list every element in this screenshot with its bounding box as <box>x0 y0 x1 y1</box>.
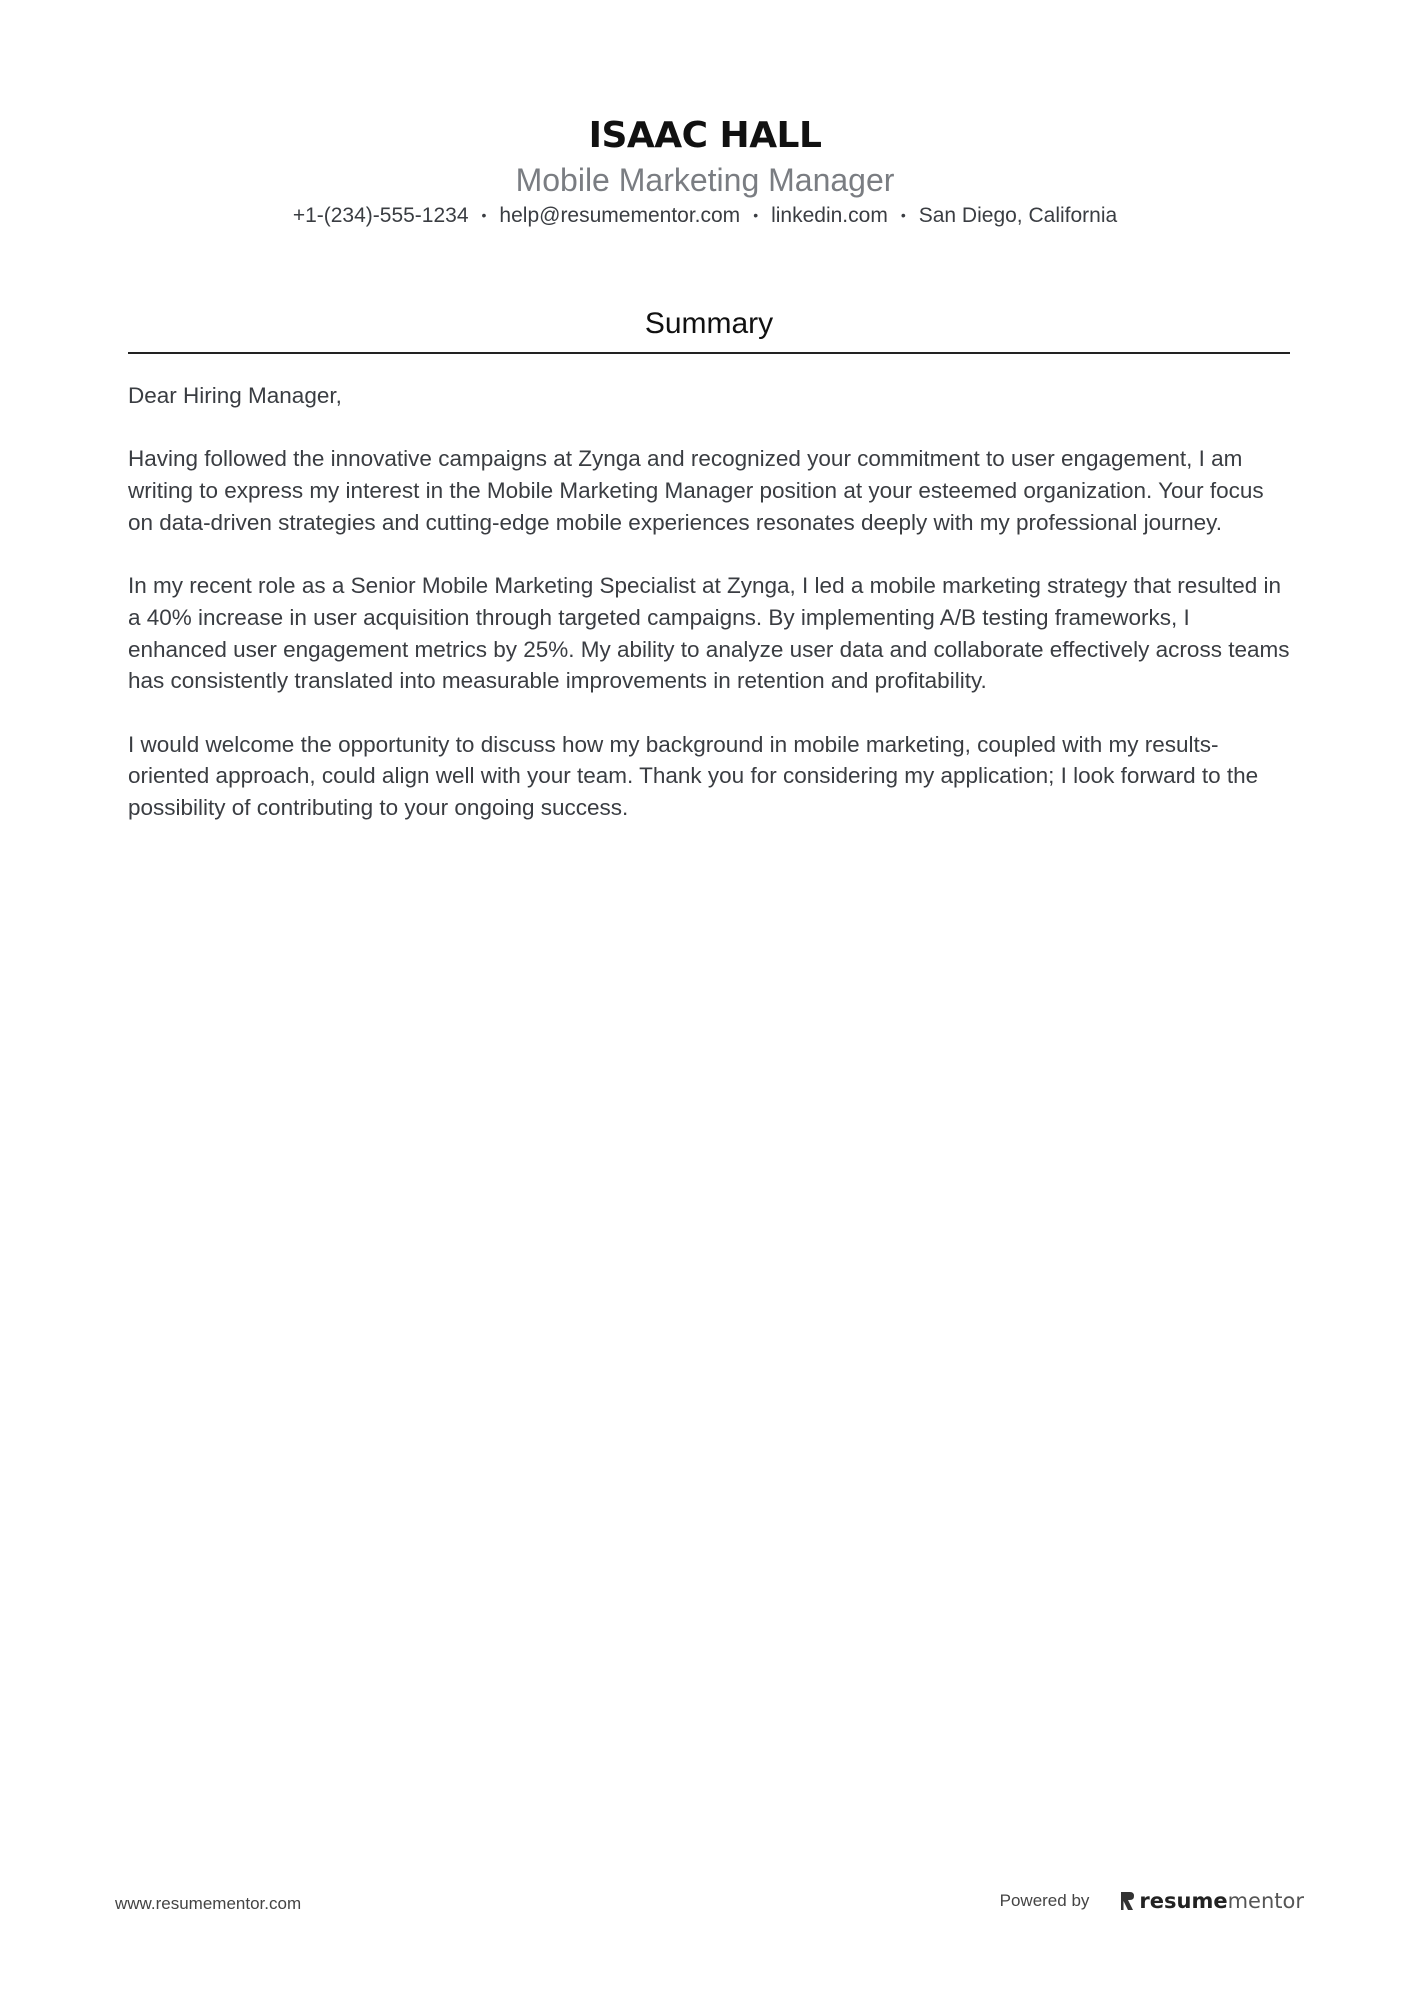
brand-name-light: mentor <box>1227 1889 1304 1913</box>
section-title-summary: Summary <box>128 304 1290 354</box>
contact-phone: +1-(234)-555-1234 <box>292 204 469 227</box>
contact-separator: • <box>481 207 487 223</box>
contact-separator: • <box>753 207 759 223</box>
letter-paragraph: Having followed the innovative campaigns at Zynga and recognized your commitment to user engagement, I am writing to express my interest in the Mobile Marketing Manager position at your esteemed organization. Your focus on data-driven strategies and cutting-edge mobile experiences resonates deeply with my professional journey. <box>128 446 1264 535</box>
letter-paragraph: I would welcome the opportunity to discuss how my background in mobile marketing, coupled with my results-oriented approach, could align well with your team. Thank you for considering my application; I look forward to the possibility of contributing to your ongoing success. <box>128 731 1259 821</box>
contact-linkedin[interactable]: linkedin.com <box>771 204 888 227</box>
resumementor-logo-icon <box>1119 1891 1135 1911</box>
resumementor-logo[interactable] <box>1119 1889 1304 1913</box>
candidate-name: ISAAC HALL <box>588 115 822 156</box>
brand-name-bold: resume <box>1139 1889 1228 1913</box>
footer-branding <box>1000 1889 1304 1913</box>
summary-section <box>128 304 1290 855</box>
contact-separator: • <box>900 207 906 223</box>
cover-letter-body <box>128 380 1290 824</box>
contact-line <box>0 200 1410 231</box>
resume-header <box>0 112 1410 231</box>
powered-by-label: Powered by <box>999 1891 1090 1910</box>
contact-location: San Diego, California <box>918 204 1118 227</box>
letter-paragraph: In my recent role as a Senior Mobile Marketing Specialist at Zynga, I led a mobile marketing strategy that resulted in a 40% increase in user acquisition through targeted campaigns. By implementing A/B testing frameworks, I enhanced user engagement metrics by 25%. My ability to analyze user data and collaborate effectively across teams has consistently translated into measurable improvements in retention and profitability. <box>128 573 1290 694</box>
footer-website[interactable]: www.resumementor.com <box>115 1894 302 1913</box>
salutation: Dear Hiring Manager, <box>128 383 342 408</box>
job-title: Mobile Marketing Manager <box>515 162 895 198</box>
contact-email[interactable]: help@resumementor.com <box>499 204 741 227</box>
